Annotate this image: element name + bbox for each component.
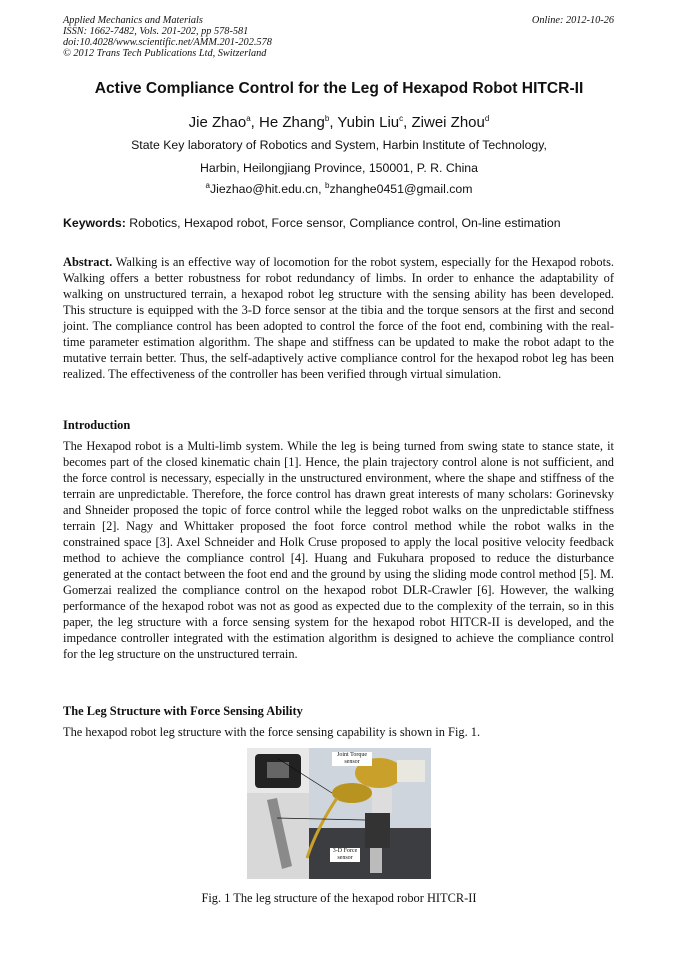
doi: doi:10.4028/www.scientific.net/AMM.201-202.578 [63, 37, 272, 48]
figure-caption: Fig. 1 The leg structure of the hexapod robor HITCR-II [201, 891, 477, 905]
introduction-text: The Hexapod robot is a Multi-limb system. While the leg is being turned from swing state to stance state, it becomes part of the closed kinematic chain [1]. Hence, the plain trajectory control alone is not sufficient, and the force control is necessary, especially in the unstructured environment, where the shape and stiffness of the terrain are unpredictable. Therefore, the force control has drawn great interests of many scholars: Gorinevsky and Shneider proposed the topic of force control while the legged robot walks on the unpredictable stiffness terrain [2]. Nagy and Whittaker proposed the foot force control method while the robot walks in the constrained space [3]. Axel Schneider and Holk Cruse proposed to apply the local positive velocity feedback method to achieve the compliance control [4]. Huang and Fukuhara proposed to reduce the disturbance generated at the contact between the foot end and the ground by using the sliding mode control method [5]. M. Gomerzai realized the compliance control on the hexapod robot DLR-Crawler [6]. However, the walking performance of the hexapod robot was not as good as expected due to the complexity of the terrain, so in this paper, the leg structure with a force sensing system for the hexapod robot HITCR-II is developed, and the impedance controller integrated with the estimation algorithm is designed to achieve the compliance control for the leg structure on the unstructured terrain. [63, 439, 614, 661]
journal-name: Applied Mechanics and Materials [63, 15, 203, 26]
abstract [63, 254, 614, 382]
abstract-label: Abstract. [63, 255, 113, 269]
email-sup: a [205, 181, 210, 190]
section-heading-leg-structure: The Leg Structure with Force Sensing Ability [63, 704, 303, 718]
author: Jie Zhao [188, 114, 247, 131]
issn: ISSN: 1662-7482, Vols. 201-202, pp 578-581 [63, 26, 249, 37]
figure-leg-structure [247, 748, 431, 879]
emails [0, 181, 678, 196]
paper-title: Active Compliance Control for the Leg of Hexapod Robot HITCR-II [94, 80, 584, 97]
email: zhanghe0451@gmail.com [329, 182, 473, 197]
author-sup: a [246, 114, 251, 123]
author-sup: b [324, 114, 330, 123]
author: He Zhang [259, 114, 325, 131]
section-heading-introduction: Introduction [63, 418, 131, 432]
online-date: Online: 2012-10-26 [531, 15, 614, 26]
keywords-text: Robotics, Hexapod robot, Force sensor, Compliance control, On-line estimation [125, 216, 561, 230]
abstract-text: Walking is an effective way of locomotion for the robot system, especially for the Hexapod robots. Walking offers a better robustness for robot redundancy of limbs. In order to enhance the adaptability of walking on unstructured terrain, a hexapod robot leg structure with the sensing ability has been developed. This structure is equipped with the 3-D force sensor at the tibia and the torque sensors at the first and second joint. The compliance control has been adopted to control the force of the foot end, combining with the real-time parameter estimation algorithm. The shape and stiffness can be updated to make the robot adapt to the mutative terrain better. Thus, the self-adaptively active compliance control for the hexapod robot leg has been realized. The effectiveness of the controller has been verified through virtual simulation. [63, 255, 614, 381]
keywords-label: Keywords: [63, 216, 126, 230]
authors: Jie Zhao$^a$, He Zhang$^b$, Yubin Liu$^c$, Ziwei Zhou$^d$ [188, 114, 490, 131]
label-force-sensor: 3-D Force sensor [330, 848, 360, 862]
copyright: © 2012 Trans Tech Publications Ltd, Switzerland [63, 48, 267, 59]
email-sup: b [324, 181, 330, 190]
affiliation-line-1: State Key laboratory of Robotics and System, Harbin Institute of Technology, [131, 138, 547, 152]
journal-header [63, 15, 272, 59]
leg-structure-text: The hexapod robot leg structure with the force sensing capability is shown in Fig. 1. [63, 725, 481, 739]
keywords [63, 216, 561, 230]
label-joint-torque-sensor: Joint Torque sensor [332, 752, 372, 766]
email: Jiezhao@hit.edu.cn, [209, 182, 325, 197]
author-sup: d [484, 114, 490, 123]
author: Yubin Liu [337, 114, 400, 131]
affiliation-line-2: Harbin, Heilongjiang Province, 150001, P. R. China [200, 161, 478, 175]
author: Ziwei Zhou [411, 114, 485, 131]
author-sup: c [399, 114, 404, 123]
